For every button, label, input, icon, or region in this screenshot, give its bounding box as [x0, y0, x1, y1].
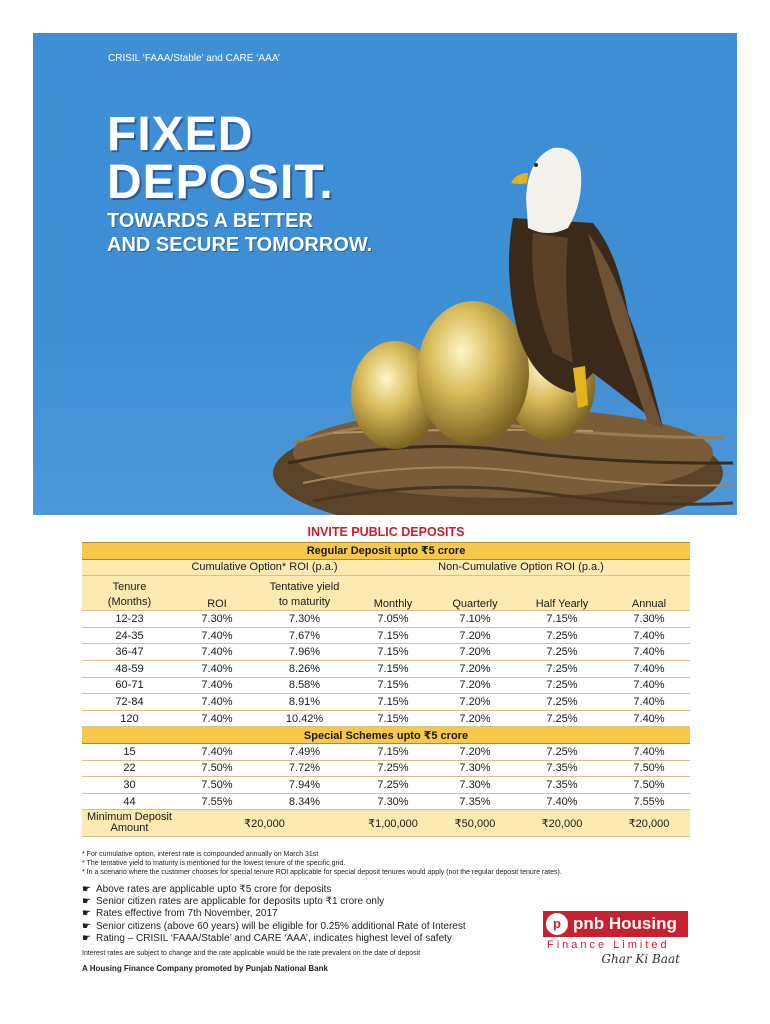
table-cell: 60-71	[82, 677, 177, 694]
table-cell: 7.30%	[352, 793, 434, 810]
table-cell: 7.15%	[352, 660, 434, 677]
table-cell: 8.34%	[257, 793, 352, 810]
promoter-line: A Housing Finance Company promoted by Punjab National Bank	[82, 964, 328, 973]
noncumulative-option-title: Non-Cumulative Option ROI (p.a.)	[352, 559, 690, 576]
table-cell: 7.25%	[352, 760, 434, 777]
table-row	[82, 710, 690, 727]
table-cell: 120	[82, 710, 177, 727]
pointing-hand-icon: ☛	[82, 884, 91, 895]
rates-table	[82, 542, 690, 837]
table-cell: 7.20%	[434, 660, 516, 677]
eagle-nest-illustration	[33, 33, 737, 515]
table-row	[82, 611, 690, 628]
quarterly-header: Quarterly	[434, 576, 516, 611]
table-cell: 7.40%	[516, 793, 608, 810]
table-cell: 7.15%	[352, 644, 434, 661]
table-cell: 7.15%	[352, 627, 434, 644]
table-cell: 15	[82, 743, 177, 760]
pointing-hand-icon: ☛	[82, 920, 91, 932]
tenure-header: Tenure (Months)	[82, 576, 177, 611]
table-cell: 7.25%	[516, 660, 608, 677]
option-header-row	[82, 559, 690, 576]
regular-deposit-header	[82, 543, 690, 560]
min-deposit-row	[82, 810, 690, 837]
deposit-rates-section	[82, 525, 690, 837]
section-title: INVITE PUBLIC DEPOSITS	[307, 525, 465, 539]
table-cell: 7.15%	[352, 710, 434, 727]
min-deposit-half-yearly: ₹20,000	[516, 810, 608, 837]
table-cell: 7.10%	[434, 611, 516, 628]
table-cell: 7.20%	[434, 644, 516, 661]
table-cell: 7.96%	[257, 644, 352, 661]
special-schemes-title: Special Schemes upto ₹5 crore	[82, 727, 690, 744]
min-deposit-annual: ₹20,000	[608, 810, 690, 837]
table-cell: 7.67%	[257, 627, 352, 644]
logo-subtitle: Finance Limited	[547, 939, 670, 951]
table-row	[82, 644, 690, 661]
table-cell: 7.25%	[516, 644, 608, 661]
table-cell: 12-23	[82, 611, 177, 628]
table-row	[82, 777, 690, 794]
term-item: ☛ Senior citizens (above 60 years) will be eligible for 0.25% additional Rate of Interest	[82, 920, 466, 932]
special-rows	[82, 743, 690, 809]
table-cell: 7.20%	[434, 627, 516, 644]
table-cell: 8.26%	[257, 660, 352, 677]
table-cell: 7.40%	[608, 743, 690, 760]
table-cell: 7.25%	[516, 677, 608, 694]
table-cell: 7.30%	[608, 611, 690, 628]
logo-tagline: Ghar Ki Baat	[601, 952, 680, 966]
logo-mark: p	[546, 913, 568, 935]
table-cell: 7.40%	[608, 694, 690, 711]
yield-header: Tentative yield to maturity	[257, 576, 352, 611]
table-row	[82, 694, 690, 711]
table-cell: 7.40%	[177, 660, 257, 677]
monthly-header: Monthly	[352, 576, 434, 611]
table-cell: 7.40%	[177, 743, 257, 760]
table-cell: 7.40%	[177, 694, 257, 711]
table-cell: 7.40%	[608, 710, 690, 727]
pointing-hand-icon: ☛	[82, 896, 91, 908]
table-row	[82, 627, 690, 644]
table-cell: 30	[82, 777, 177, 794]
table-cell: 7.50%	[608, 760, 690, 777]
table-cell: 8.91%	[257, 694, 352, 711]
table-cell: 7.15%	[352, 743, 434, 760]
table-cell: 22	[82, 760, 177, 777]
rating-line: CRISIL ‘FAAA/Stable’ and CARE ‘AAA’	[108, 53, 280, 64]
term-item: ☛ Above rates are applicable upto ₹5 crore for deposits	[82, 884, 332, 895]
table-cell: 10.42%	[257, 710, 352, 727]
table-cell: 7.25%	[516, 627, 608, 644]
table-cell: 24-35	[82, 627, 177, 644]
disclaimer: Interest rates are subject to change and the rate applicable would be the rate prevalent on the date of deposit	[82, 950, 421, 957]
table-cell: 7.94%	[257, 777, 352, 794]
table-cell: 7.40%	[608, 677, 690, 694]
term-item: ☛ Rates effective from 7th November, 2017	[82, 908, 278, 920]
headline-deposit: DEPOSIT.	[107, 156, 334, 209]
table-cell: 8.58%	[257, 677, 352, 694]
table-cell: 7.40%	[177, 627, 257, 644]
table-cell: 7.25%	[352, 777, 434, 794]
table-row	[82, 660, 690, 677]
table-cell: 7.50%	[177, 760, 257, 777]
table-cell: 7.49%	[257, 743, 352, 760]
min-deposit-cumulative: ₹20,000	[177, 810, 352, 837]
headline	[107, 108, 373, 256]
table-row	[82, 677, 690, 694]
min-deposit-quarterly: ₹50,000	[434, 810, 516, 837]
table-cell: 44	[82, 793, 177, 810]
term-item: ☛ Rating – CRISIL ‘FAAA/Stable’ and CARE ‘AAA’, indicates highest level of safety	[82, 932, 452, 944]
table-cell: 7.25%	[516, 710, 608, 727]
table-cell: 7.72%	[257, 760, 352, 777]
table-cell: 7.30%	[434, 777, 516, 794]
table-cell: 7.20%	[434, 743, 516, 760]
table-cell: 7.05%	[352, 611, 434, 628]
pointing-hand-icon: ☛	[82, 932, 91, 944]
annual-header: Annual	[608, 576, 690, 611]
table-cell: 7.15%	[516, 611, 608, 628]
headline-fixed: FIXED	[107, 108, 254, 161]
regular-deposit-title: Regular Deposit upto ₹5 crore	[82, 543, 690, 560]
special-schemes-header	[82, 727, 690, 744]
table-cell: 36-47	[82, 644, 177, 661]
pointing-hand-icon: ☛	[82, 908, 91, 920]
cumulative-option-title: Cumulative Option* ROI (p.a.)	[177, 559, 352, 576]
regular-rows	[82, 611, 690, 727]
roi-header: ROI	[177, 576, 257, 611]
hero-banner	[33, 33, 737, 515]
term-item: ☛ Senior citizen rates are applicable for deposits upto ₹1 crore only	[82, 896, 385, 908]
table-cell: 7.55%	[177, 793, 257, 810]
table-cell: 7.55%	[608, 793, 690, 810]
table-cell: 7.20%	[434, 710, 516, 727]
footnote: * In a scenario where the customer chooses for special tenure ROI applicable for special deposit tenures would apply (not the regular deposit tenure rates).	[82, 869, 562, 876]
table-row	[82, 743, 690, 760]
min-deposit-monthly: ₹1,00,000	[352, 810, 434, 837]
table-row	[82, 760, 690, 777]
table-cell: 48-59	[82, 660, 177, 677]
table-cell: 7.20%	[434, 677, 516, 694]
headline-secure: AND SECURE TOMORROW.	[107, 234, 373, 256]
table-cell: 7.35%	[516, 777, 608, 794]
table-cell: 7.40%	[608, 660, 690, 677]
headline-towards: TOWARDS A BETTER	[107, 210, 313, 232]
terms-list	[82, 884, 466, 945]
min-deposit-label: Minimum Deposit Amount	[82, 810, 177, 837]
table-cell: 72-84	[82, 694, 177, 711]
column-header-row	[82, 576, 690, 611]
table-cell: 7.30%	[434, 760, 516, 777]
table-cell: 7.25%	[516, 743, 608, 760]
table-cell: 7.15%	[352, 694, 434, 711]
footnote: * The tentative yield to maturity is mentioned for the lowest tenure of the specific grid.	[82, 860, 346, 867]
footnote: * For cumulative option, interest rate is compounded annually on March 31st	[82, 851, 319, 858]
table-cell: 7.25%	[516, 694, 608, 711]
logo-brand: pnb Housing	[573, 914, 677, 933]
table-cell: 7.15%	[352, 677, 434, 694]
table-cell: 7.35%	[516, 760, 608, 777]
table-cell: 7.40%	[608, 627, 690, 644]
table-row	[82, 793, 690, 810]
table-cell: 7.40%	[177, 644, 257, 661]
table-cell: 7.50%	[177, 777, 257, 794]
table-cell: 7.35%	[434, 793, 516, 810]
table-cell: 7.40%	[177, 710, 257, 727]
half-yearly-header: Half Yearly	[516, 576, 608, 611]
table-cell: 7.50%	[608, 777, 690, 794]
table-cell: 7.30%	[177, 611, 257, 628]
advertisement-page	[33, 33, 737, 991]
table-cell: 7.40%	[608, 644, 690, 661]
table-cell: 7.40%	[177, 677, 257, 694]
pnb-housing-logo	[543, 911, 688, 966]
table-cell: 7.30%	[257, 611, 352, 628]
table-cell: 7.20%	[434, 694, 516, 711]
footnotes	[82, 850, 722, 877]
